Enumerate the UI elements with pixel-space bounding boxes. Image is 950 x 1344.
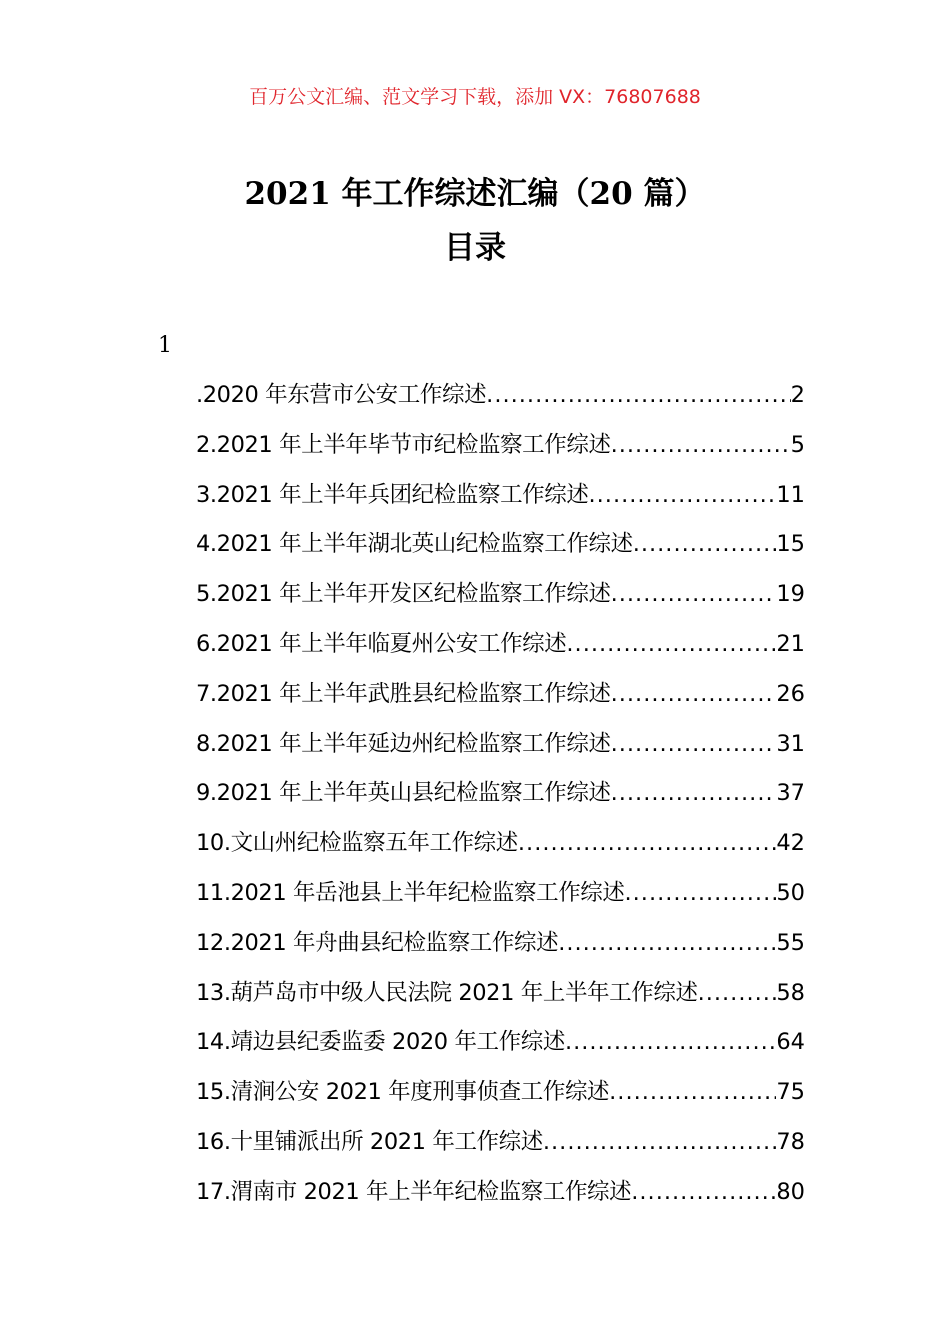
toc-entry-page: 58 — [776, 979, 805, 1006]
toc-entry-page: 55 — [776, 929, 805, 956]
toc-entry-title: 6.2021 年上半年临夏州公安工作综述 — [196, 630, 567, 657]
toc-entry-title: 8.2021 年上半年延边州纪检监察工作综述 — [196, 730, 611, 757]
toc-entry-title: 11.2021 年岳池县上半年纪检监察工作综述 — [196, 879, 625, 906]
toc-entry-page: 26 — [776, 680, 805, 707]
toc-entry-title: 17.渭南市 2021 年上半年纪检监察工作综述 — [196, 1178, 632, 1205]
toc-entry-page: 75 — [776, 1079, 805, 1106]
toc-entry[interactable] — [196, 1174, 805, 1224]
toc-entry[interactable] — [196, 775, 805, 825]
toc-entry-title: 10.文山州纪检监察五年工作综述 — [196, 830, 518, 857]
toc-dot-leader — [566, 626, 776, 662]
toc-entry-page: 11 — [776, 481, 805, 508]
toc-entry-page: 19 — [776, 581, 805, 608]
toc-dot-leader — [588, 477, 776, 513]
toc-dot-leader — [631, 1174, 776, 1210]
toc-entry-page: 80 — [776, 1178, 805, 1205]
toc-entry-title: .2020 年东营市公安工作综述 — [196, 382, 487, 408]
toc-entry-page: 42 — [776, 830, 805, 857]
toc-dot-leader — [698, 975, 777, 1011]
toc-dot-leader — [565, 1024, 776, 1060]
toc-entry-title: 3.2021 年上半年兵团纪检监察工作综述 — [196, 481, 589, 508]
toc-entry[interactable] — [196, 1024, 805, 1074]
toc-entry-title: 13.葫芦岛市中级人民法院 2021 年上半年工作综述 — [196, 979, 698, 1006]
toc-entry[interactable] — [196, 427, 805, 477]
download-banner: 百万公文汇编、范文学习下载，添加 VX：76807688 — [249, 86, 701, 108]
toc-entry-title: 5.2021 年上半年开发区纪检监察工作综述 — [196, 581, 611, 608]
toc-entry[interactable] — [196, 975, 805, 1025]
toc-entry[interactable] — [196, 726, 805, 776]
toc-entry[interactable] — [196, 1074, 805, 1124]
toc-heading: 目录 — [444, 230, 506, 266]
toc-dot-leader — [611, 726, 777, 762]
toc-entry-title: 4.2021 年上半年湖北英山纪检监察工作综述 — [196, 531, 633, 558]
toc-entry-title: 7.2021 年上半年武胜县纪检监察工作综述 — [196, 680, 611, 707]
toc-entry[interactable] — [196, 875, 805, 925]
toc-entry-page: 5 — [790, 431, 805, 458]
toc-entry-page: 78 — [776, 1128, 805, 1155]
toc-dot-leader — [633, 526, 777, 562]
toc-entry[interactable] — [196, 477, 805, 527]
toc-dot-leader — [558, 925, 776, 961]
toc-entry-title: 15.清涧公安 2021 年度刑事侦查工作综述 — [196, 1079, 610, 1106]
toc-entry[interactable] — [196, 825, 805, 875]
toc-entry-title: 14.靖边县纪委监委 2020 年工作综述 — [196, 1029, 565, 1056]
toc-entry-page: 21 — [776, 630, 805, 657]
toc-entry[interactable] — [196, 676, 805, 726]
toc-entry[interactable] — [196, 925, 805, 975]
toc-dot-leader — [611, 427, 791, 463]
toc-dot-leader — [486, 377, 791, 413]
toc-entry[interactable] — [196, 377, 805, 427]
toc-entry-page: 2 — [790, 382, 805, 408]
toc-entry[interactable] — [196, 626, 805, 676]
toc-dot-leader — [611, 775, 777, 811]
toc-entry-title: 16.十里铺派出所 2021 年工作综述 — [196, 1128, 543, 1155]
leading-number: 1 — [158, 333, 172, 358]
document-title: 2021 年工作综述汇编（20 篇） — [244, 176, 706, 212]
toc-entry-page: 15 — [776, 531, 805, 558]
toc-entry-page: 37 — [776, 780, 805, 807]
toc-entry-page: 50 — [776, 879, 805, 906]
toc-entry-page: 31 — [776, 730, 805, 757]
toc-entry-title: 9.2021 年上半年英山县纪检监察工作综述 — [196, 780, 611, 807]
toc-dot-leader — [611, 676, 777, 712]
toc-entry-title: 2.2021 年上半年毕节市纪检监察工作综述 — [196, 431, 611, 458]
toc-entry[interactable] — [196, 526, 805, 576]
table-of-contents — [196, 377, 805, 1224]
toc-dot-leader — [518, 825, 776, 861]
toc-entry[interactable] — [196, 1124, 805, 1174]
toc-dot-leader — [611, 576, 777, 612]
toc-dot-leader — [625, 875, 777, 911]
toc-dot-leader — [609, 1074, 776, 1110]
toc-entry-page: 64 — [776, 1029, 805, 1056]
toc-entry[interactable] — [196, 576, 805, 626]
toc-dot-leader — [543, 1124, 777, 1160]
toc-entry-title: 12.2021 年舟曲县纪检监察工作综述 — [196, 929, 559, 956]
